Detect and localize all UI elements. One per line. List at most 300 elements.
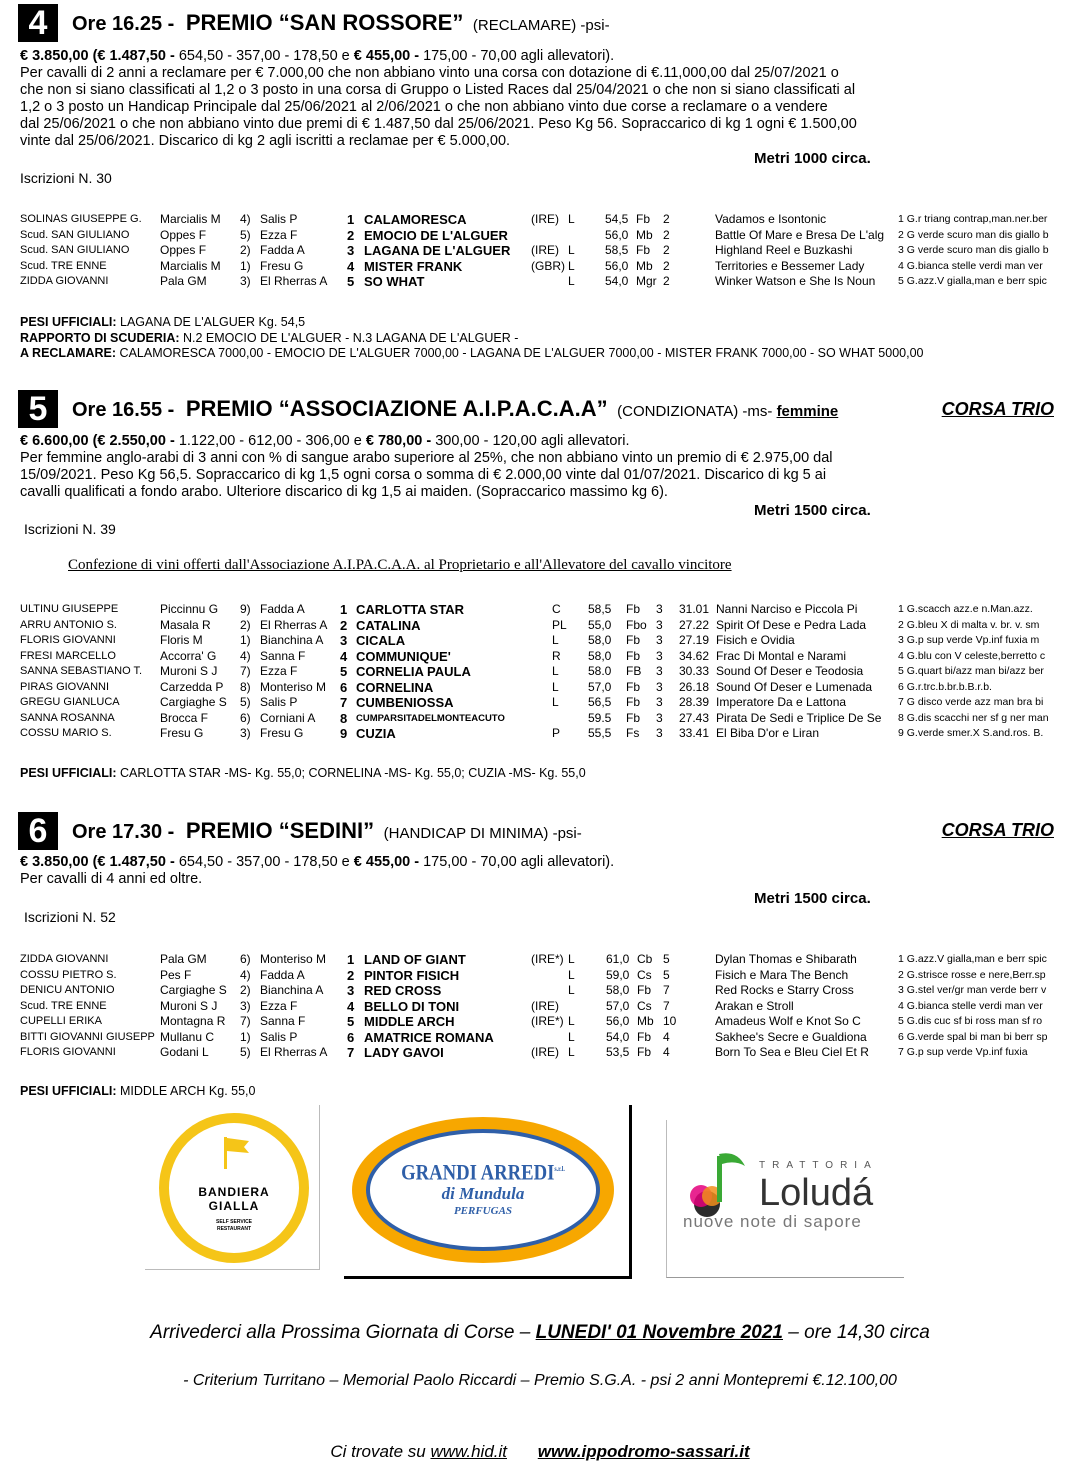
entry-trainer: Marcialis M: [160, 212, 221, 226]
entry-pedigree: Born To Sea e Bleu Ciel Et R: [715, 1045, 869, 1059]
bandiera-line3: SELF SERVICE: [215, 1219, 253, 1225]
entry-weight: 59.5: [588, 710, 612, 725]
entry-silk: 4 G.bianca stelle verdi man ver: [898, 999, 1043, 1012]
entry-weight: 58.0: [588, 664, 612, 678]
entry-horse: EMOCIO DE L'ALGUER: [364, 227, 508, 243]
entry-silk: 1 G.scacch azz.e n.Man.azz.: [898, 603, 1033, 615]
entry-pedigree: Pirata De Sedi e Triplice De Se: [716, 710, 882, 725]
entry-age: 2: [663, 258, 670, 273]
entry-trainer: Montagna R: [160, 1014, 226, 1028]
entry-age: 2: [663, 212, 670, 226]
entry-weight: 58,0: [606, 983, 630, 997]
entry-jockey: Bianchina A: [260, 983, 324, 997]
entry-shoe: Fb: [636, 212, 651, 226]
entry-jockey: Salis P: [260, 212, 298, 226]
entry-trainer: Mullanu C: [160, 1029, 215, 1044]
condition-line: Per femmine anglo-arabi di 3 anni con % di sangue arabo superiore al 25%, che non abbiano vinto un premio di € 2.975,00 dal: [20, 450, 833, 466]
entry-weight: 54,0: [606, 1029, 630, 1044]
entry-shoe: Fbo: [626, 617, 647, 632]
prize-line: € 6.600,00 (€ 2.550,00 - 1.122,00 - 612,00 - 306,00 e € 780,00 - 300,00 - 120,00 agli allevatori.: [20, 433, 630, 449]
entry-box: 5): [240, 1045, 251, 1059]
race-notes: [20, 766, 586, 782]
entry-weight: 58,0: [588, 633, 612, 647]
entry-silk: 1 G.azz.V gialla,man e berr spic: [898, 953, 1047, 965]
entry-weight: 59,0: [606, 967, 630, 982]
entry-age: 7: [663, 983, 670, 997]
entry-origin: (IRE): [531, 243, 559, 257]
bandiera-line2: GIALLA: [208, 1199, 260, 1213]
entry-shoe: Fb: [626, 648, 641, 663]
entry-row: [0, 1014, 1080, 1030]
entry-trainer: Cargiaghe S: [160, 695, 227, 709]
entry-horse: LADY GAVOI: [364, 1045, 444, 1060]
entry-pedigree: Red Rocks e Starry Cross: [715, 983, 854, 997]
entry-sex: L: [568, 1045, 575, 1059]
entry-jockey: Ezza F: [260, 664, 298, 678]
sponsor-loluda: [666, 1120, 904, 1278]
entry-weight: 56,0: [605, 258, 629, 273]
entry-pedigree: Dylan Thomas e Shibarath: [715, 952, 857, 966]
loluda-name: Loludá: [759, 1172, 874, 1214]
bandiera-line4: RESTAURANT: [216, 1226, 252, 1232]
prize-gift-note: Confezione di vini offerti dall'Associazione A.I.PA.C.A.A. al Proprietario e all'Allevatore del cavallo vincitore: [68, 557, 732, 573]
entry-origin: (GBR): [531, 258, 565, 273]
entry-age: 3: [656, 664, 663, 678]
entry-num: 7: [347, 1045, 355, 1060]
entry-pedigree: Arakan e Stroll: [715, 998, 794, 1013]
entry-shoe: Fb: [637, 1045, 652, 1059]
entry-box: 1): [240, 1029, 251, 1044]
entry-num: 6: [347, 1029, 355, 1045]
race-name: PREMIO “ASSOCIAZIONE A.I.P.A.C.A.A”: [185, 396, 608, 421]
entry-num: 7: [340, 695, 348, 710]
entry-box: 1): [240, 258, 251, 273]
entry-pedigree: Fisich e Mara The Bench: [715, 967, 849, 982]
entry-num: 9: [340, 726, 348, 741]
entry-trainer: Godani L: [160, 1045, 209, 1059]
entry-weight: 54,0: [605, 274, 629, 288]
race-number: 6: [18, 812, 58, 850]
race-conditions: [20, 433, 920, 501]
ippodromo-link[interactable]: www.ippodromo-sassari.it: [537, 1442, 750, 1461]
entry-row: [0, 274, 1080, 290]
entry-owner: PIRAS GIOVANNI: [20, 680, 110, 693]
entry-jockey: Fresu G: [260, 726, 304, 740]
entry-num: 5: [347, 274, 355, 289]
condition-line: cavalli qualificati a fondo arabo. Ulteriore discarico di kg 1,5 ai maiden. (Sopraccarico massimo kg 6).: [20, 484, 668, 500]
entry-trainer: Oppes F: [160, 227, 207, 242]
race-number: 5: [18, 390, 58, 428]
entry-origin: (IRE*): [531, 1014, 564, 1028]
entry-trainer: Carzedda P: [160, 679, 224, 694]
entry-silk: 2 G verde scuro man dis giallo b: [898, 228, 1049, 241]
entry-jockey: Salis P: [260, 695, 298, 709]
entry-silk: 4 G.blu con V celeste,berretto c: [898, 649, 1046, 662]
entry-row: [0, 711, 1080, 727]
grandi-title: GRANDI $ARREDI^{s.r.l.}$: [401, 1159, 565, 1185]
entry-shoe: Mb: [637, 1014, 654, 1028]
race-time: Ore 16.55 -: [72, 399, 175, 421]
entry-num: 2: [347, 227, 355, 243]
entry-owner: Scud. SAN GIULIANO: [20, 228, 130, 241]
entry-horse: CARLOTTA STAR: [356, 602, 465, 617]
entry-silk: 6 G.verde spal bi man bi berr sp: [898, 1030, 1048, 1043]
entry-weight: 56,0: [605, 227, 629, 242]
entry-owner: COSSU MARIO S.: [20, 727, 112, 739]
entry-sex: L: [568, 258, 575, 273]
entry-jockey: El Rherras A: [260, 1045, 328, 1059]
entry-owner: ULTINU GIUSEPPE: [20, 603, 119, 615]
entry-shoe: Fb: [636, 243, 651, 257]
entry-owner: FLORIS GIOVANNI: [20, 634, 116, 646]
race-entries-count: Iscrizioni N. 52: [24, 909, 116, 925]
entry-row: [0, 680, 1080, 696]
loluda-top: TRATTORIA: [759, 1160, 878, 1171]
entry-owner: ARRU ANTONIO S.: [20, 618, 117, 631]
entry-pedigree: Vadamos e Isontonic: [715, 212, 827, 226]
entry-owner: Scud. TRE ENNE: [20, 999, 107, 1012]
entry-box: 6): [240, 952, 251, 966]
entry-owner: Scud. TRE ENNE: [20, 259, 107, 272]
condition-line: vinte dal 25/06/2021. Discarico di kg 2 agli iscritti a reclamae per € 5.000,00.: [20, 133, 511, 149]
entry-shoe: Cs: [637, 967, 652, 982]
entry-age: 2: [663, 274, 670, 288]
note-line: RAPPORTO DI SCUDERIA: N.2 EMOCIO DE L'ALGUER - N.3 LAGANA DE L'ALGUER -: [20, 330, 519, 345]
entry-trainer: Accorra' G: [160, 648, 217, 663]
entry-pedigree: Highland Reel e Buzkashi: [715, 243, 853, 257]
bandiera-text: [159, 1185, 309, 1232]
entry-sex: L: [568, 274, 575, 288]
entry-trainer: Muroni S J: [160, 998, 218, 1013]
entry-origin: (IRE*): [531, 952, 564, 966]
entry-horse: SO WHAT: [364, 274, 425, 289]
entry-horse: CORNELIA PAULA: [356, 664, 471, 679]
entry-pedigree: Amadeus Wolf e Knot So C: [715, 1014, 861, 1028]
entry-num: 4: [340, 648, 348, 664]
hid-link[interactable]: www.hid.it: [430, 1442, 508, 1461]
entry-pedigree: Sound Of Deser e Lumenada: [716, 679, 873, 694]
entry-pedigree: Territories e Bessemer Lady: [715, 258, 865, 273]
entry-age: 3: [656, 648, 663, 663]
loluda-tagline: nuove note di sapore: [683, 1212, 862, 1231]
condition-line: Per cavalli di 2 anni a reclamare per € 7.000,00 che non abbiano vinto una corsa con dotazione di €.11,000,00 dal 25/07/2021 o: [20, 65, 839, 81]
entry-pedigree: Imperatore Da e Lattona: [716, 695, 847, 709]
entry-horse: CATALINA: [356, 617, 421, 633]
footer-links: Ci trovate su www.hid.it www.ippodromo-sassari.it: [330, 1442, 750, 1461]
trio-label: CORSA TRIO: [941, 820, 1054, 840]
entry-box: 4): [240, 212, 251, 226]
entry-silk: 5 G.azz.V gialla,man e berr spic: [898, 275, 1047, 287]
race-title: [72, 10, 610, 36]
entry-weight: 56,0: [606, 1014, 630, 1028]
race-conditions: [20, 854, 920, 888]
condition-line: dal 25/06/2021 o che non abbiano vinto due premi di € 1.487,50 dal 25/06/2021. Peso Kg 56. Sopraccarico di kg 1 ogni € 1.500,00: [20, 116, 857, 132]
entry-shoe: Fb: [626, 633, 641, 647]
race-time: Ore 17.30 -: [72, 821, 175, 843]
grandi-text: [366, 1157, 600, 1218]
note-line: PESI UFFICIALI: MIDDLE ARCH Kg. 55,0: [20, 1084, 256, 1098]
race-distance: Metri 1500 circa.: [754, 502, 871, 519]
entry-row: [0, 243, 1080, 259]
entry-row: [0, 664, 1080, 680]
entry-row: [0, 983, 1080, 999]
entry-sex: L: [568, 967, 575, 982]
entry-box: 2): [240, 617, 251, 632]
entry-origin: R: [552, 648, 561, 663]
entry-silk: 3 G.p sup verde Vp.inf fuxia m: [898, 634, 1040, 646]
entry-origin: (IRE): [531, 998, 559, 1013]
entry-trainer: Piccinnu G: [160, 602, 219, 616]
entry-shoe: Mgr: [636, 274, 657, 288]
entry-cote: 28.39: [679, 695, 710, 709]
entry-age: 3: [656, 726, 663, 740]
entry-pedigree: El Biba D'or e Liran: [716, 726, 820, 740]
entry-num: 4: [347, 258, 355, 274]
entry-pedigree: Spirit Of Dese e Pedra Lada: [716, 617, 867, 632]
entry-horse: CALAMORESCA: [364, 212, 467, 227]
entry-num: 5: [347, 1014, 355, 1029]
entry-origin: L: [552, 679, 559, 694]
entry-age: 4: [663, 1029, 670, 1044]
entry-row: [0, 1045, 1080, 1061]
race-distance: Metri 1500 circa.: [754, 890, 871, 907]
entry-num: 8: [340, 710, 348, 726]
entry-horse: CORNELINA: [356, 679, 434, 695]
entry-num: 3: [340, 633, 348, 648]
race-header: [18, 390, 838, 428]
prize-line: € 3.850,00 (€ 1.487,50 - 654,50 - 357,00 - 178,50 e € 455,00 - 175,00 - 70,00 agli allevatori).: [20, 48, 615, 64]
entry-horse: AMATRICE ROMANA: [364, 1029, 494, 1045]
entry-silk: 3 G verde scuro man dis giallo b: [898, 244, 1049, 256]
condition-line: che non si siano classificati al 1,2 o 3 posto in una corsa di Gruppo o Listed Races dal 25/04/2021 o che non si siano classificati al: [20, 82, 856, 98]
entry-box: 4): [240, 648, 251, 663]
entry-owner: DENICU ANTONIO: [20, 984, 115, 996]
entry-silk: 5 G.dis cuc sf bi ross man sf ro: [898, 1015, 1043, 1027]
entry-owner: GREGU GIANLUCA: [20, 696, 120, 708]
entry-cote: 27.43: [679, 710, 710, 725]
entry-silk: 9 G.verde smer.X S.and.ros. B.: [898, 727, 1044, 739]
entry-origin: C: [552, 602, 561, 616]
entry-owner: CUPELLI ERIKA: [20, 1015, 102, 1027]
entry-horse: CUMBENIOSSA: [356, 695, 454, 710]
flag-icon: [222, 1135, 252, 1171]
entry-owner: SOLINAS GIUSEPPE G.: [20, 213, 142, 225]
entry-horse: BELLO DI TONI: [364, 998, 460, 1014]
entry-num: 4: [347, 998, 355, 1014]
entry-cote: 27.22: [679, 617, 710, 632]
entry-trainer: Floris M: [160, 633, 203, 647]
entry-horse: RED CROSS: [364, 983, 442, 998]
sponsor-grandi-arredi: [344, 1105, 632, 1279]
entry-owner: SANNA ROSANNA: [20, 711, 115, 724]
entry-trainer: Pala GM: [160, 274, 207, 288]
entry-jockey: Ezza F: [260, 998, 298, 1013]
entry-horse: LAGANA DE L'ALGUER: [364, 243, 511, 258]
entry-box: 5): [240, 695, 251, 709]
entry-pedigree: Nanni Narciso e Piccola Pi: [716, 602, 858, 616]
entry-num: 1: [340, 602, 348, 617]
entry-jockey: Monteriso M: [260, 679, 327, 694]
entry-trainer: Marcialis M: [160, 258, 221, 273]
entry-num: 2: [340, 617, 348, 633]
entry-num: 2: [347, 967, 355, 983]
entry-silk: 2 G.strisce rosse e nere,Berr.sp: [898, 968, 1046, 981]
entry-row: [0, 633, 1080, 649]
entry-trainer: Muroni S J: [160, 664, 218, 678]
entry-jockey: Fresu G: [260, 258, 304, 273]
entry-weight: 53,5: [606, 1045, 630, 1059]
entry-shoe: Fb: [626, 679, 641, 694]
entry-box: 8): [240, 679, 251, 694]
entry-silk: 4 G.bianca stelle verdi man ver: [898, 259, 1043, 272]
entry-silk: 7 G disco verde azz man bra bi: [898, 696, 1044, 708]
entry-jockey: Fadda A: [260, 602, 305, 616]
entry-weight: 56,5: [588, 695, 612, 709]
grandi-city: PERFUGAS: [453, 1205, 513, 1218]
entry-horse: CUZIA: [356, 726, 396, 741]
entry-box: 3): [240, 274, 251, 288]
entry-silk: 5 G.quart bi/azz man bi/azz ber: [898, 665, 1044, 677]
race-notes: [20, 1084, 255, 1100]
entry-pedigree: Winker Watson e She Is Noun: [715, 274, 876, 288]
entry-owner: BITTI GIOVANNI GIUSEPP: [20, 1030, 155, 1043]
entry-age: 10: [663, 1014, 677, 1028]
race-6: [0, 808, 1080, 1108]
grandi-subtitle: di Mundula: [441, 1184, 525, 1204]
entry-owner: ZIDDA GIOVANNI: [20, 275, 109, 287]
entry-cote: 26.18: [679, 679, 710, 694]
note-line: A RECLAMARE: CALAMORESCA 7000,00 - EMOCIO DE L'ALGUER 7000,00 - LAGANA DE L'ALGUER 7000,00 - MISTER FRANK 7000,00 - SO WHAT 5000,00: [20, 346, 924, 360]
entry-sex: L: [568, 243, 575, 257]
entry-owner: FLORIS GIOVANNI: [20, 1046, 116, 1058]
entry-sex: L: [568, 212, 575, 226]
entry-silk: 6 G.r.trc.b.br.b.B.r.b.: [898, 680, 992, 693]
condition-line: 1,2 o 3 posto un Handicap Principale dal 25/06/2021 al 2/06/2021 o che non abbiano vinto due corse a reclamare o a vendere: [20, 99, 828, 115]
entry-age: 3: [656, 633, 663, 647]
entry-cote: 30.33: [679, 664, 710, 678]
entry-silk: 3 G.stel ver/gr man verde berr v: [898, 984, 1047, 996]
entry-pedigree: Sound Of Deser e Teodosia: [716, 664, 864, 678]
entry-row: [0, 618, 1080, 634]
entry-weight: 54,5: [605, 212, 629, 226]
entry-trainer: Brocca F: [160, 710, 209, 725]
race-type: (CONDIZIONATA) -ms-: [617, 403, 777, 420]
entry-sex: L: [568, 1014, 575, 1028]
race-title: [72, 818, 582, 844]
entry-origin: PL: [552, 617, 567, 632]
entry-age: 4: [663, 1045, 670, 1059]
entry-jockey: Fadda A: [260, 967, 305, 982]
condition-line: 15/09/2021. Peso Kg 56,5. Sopraccarico di kg 1,5 ogni corsa o somma di € 2.000,00 vinte dal 01/07/2021. Discarico di kg 5 ai: [20, 467, 827, 483]
race-header: [18, 4, 610, 42]
entry-box: 7): [240, 1014, 251, 1028]
entry-origin: L: [552, 633, 559, 647]
entry-box: 2): [240, 243, 251, 257]
entry-age: 3: [656, 602, 663, 616]
entry-jockey: Corniani A: [260, 710, 316, 725]
entry-row: [0, 228, 1080, 244]
entry-cote: 27.19: [679, 633, 710, 647]
entry-silk: 1 G.r triang contrap,man.ner.ber: [898, 213, 1048, 225]
entry-jockey: Bianchina A: [260, 633, 324, 647]
entry-box: 3): [240, 998, 251, 1013]
entry-age: 7: [663, 998, 670, 1013]
entry-trainer: Pala GM: [160, 952, 207, 966]
race-type-emphasis: femmine: [776, 403, 839, 420]
entry-row: [0, 968, 1080, 984]
entry-silk: 7 G.p sup verde Vp.inf fuxia: [898, 1046, 1028, 1058]
entry-pedigree: Battle Of Mare e Bresa De L'alg: [715, 227, 885, 242]
trio-label: CORSA TRIO: [941, 399, 1054, 419]
entry-box: 6): [240, 710, 251, 725]
footer-next-races: - Criterium Turritano – Memorial Paolo Riccardi – Premio S.G.A. - psi 2 anni Montepremi €.12.100,00: [183, 1372, 897, 1389]
entry-owner: Scud. SAN GIULIANO: [20, 244, 130, 256]
entry-sex: L: [568, 983, 575, 997]
entry-row: [0, 1030, 1080, 1046]
race-time: Ore 16.25 -: [72, 13, 175, 35]
entry-origin: (IRE): [531, 212, 559, 226]
race-type: (RECLAMARE) -psi-: [472, 17, 610, 34]
entry-sex: L: [568, 952, 575, 966]
entry-shoe: Fb: [626, 602, 641, 616]
note-line: PESI UFFICIALI: LAGANA DE L'ALGUER Kg. 54,5: [20, 315, 306, 329]
prize-line: € 3.850,00 (€ 1.487,50 - 654,50 - 357,00 - 178,50 e € 455,00 - 175,00 - 70,00 agli allevatori).: [20, 854, 615, 870]
entry-weight: 57,0: [588, 679, 612, 694]
sponsor-bandiera-gialla: [145, 1105, 320, 1270]
entry-shoe: Fb: [637, 983, 652, 997]
race-conditions: [20, 48, 920, 150]
entry-age: 2: [663, 227, 670, 242]
race-title: [72, 396, 838, 422]
entry-box: 4): [240, 967, 251, 982]
entry-jockey: Fadda A: [260, 243, 305, 257]
entry-shoe: Fb: [626, 695, 641, 709]
entry-age: 3: [656, 695, 663, 709]
entry-shoe: Fs: [626, 726, 640, 740]
entry-jockey: Sanna F: [260, 648, 306, 663]
entry-num: 6: [340, 679, 348, 695]
entry-weight: 55,0: [588, 617, 612, 632]
entry-age: 5: [663, 967, 670, 982]
footer-next-day: Arrivederci alla Prossima Giornata di Corse – LUNEDI' 01 Novembre 2021 – ore 14,30 circa: [150, 1322, 930, 1343]
entry-horse: COMMUNIQUE': [356, 648, 451, 664]
entry-origin: L: [552, 664, 559, 678]
entry-trainer: Cargiaghe S: [160, 983, 227, 997]
entry-shoe: FB: [626, 664, 642, 678]
race-header: [18, 812, 582, 850]
condition-line: Per cavalli di 4 anni ed oltre.: [20, 871, 203, 887]
bandiera-line1: BANDIERA: [198, 1185, 270, 1199]
entry-owner: COSSU PIETRO S.: [20, 968, 117, 981]
race-entries-count: Iscrizioni N. 39: [24, 521, 116, 537]
entry-weight: 61,0: [606, 952, 630, 966]
entry-row: [0, 999, 1080, 1015]
entry-origin: P: [552, 726, 561, 740]
entry-box: 9): [240, 602, 251, 616]
entry-silk: 2 G.bleu X di malta v. br. v. sm: [898, 618, 1040, 631]
race-entries-count: Iscrizioni N. 30: [20, 170, 112, 186]
entry-box: 1): [240, 633, 251, 647]
entry-horse: PINTOR FISICH: [364, 967, 460, 983]
entry-cote: 34.62: [679, 648, 710, 663]
entry-horse: CICALA: [356, 633, 406, 648]
entry-weight: 58,5: [588, 602, 612, 616]
entry-pedigree: Fisich e Ovidia: [716, 633, 795, 647]
race-name: PREMIO “SAN ROSSORE”: [185, 10, 464, 35]
entry-num: 1: [347, 212, 355, 227]
entry-row: [0, 649, 1080, 665]
entry-shoe: Cb: [637, 952, 653, 966]
